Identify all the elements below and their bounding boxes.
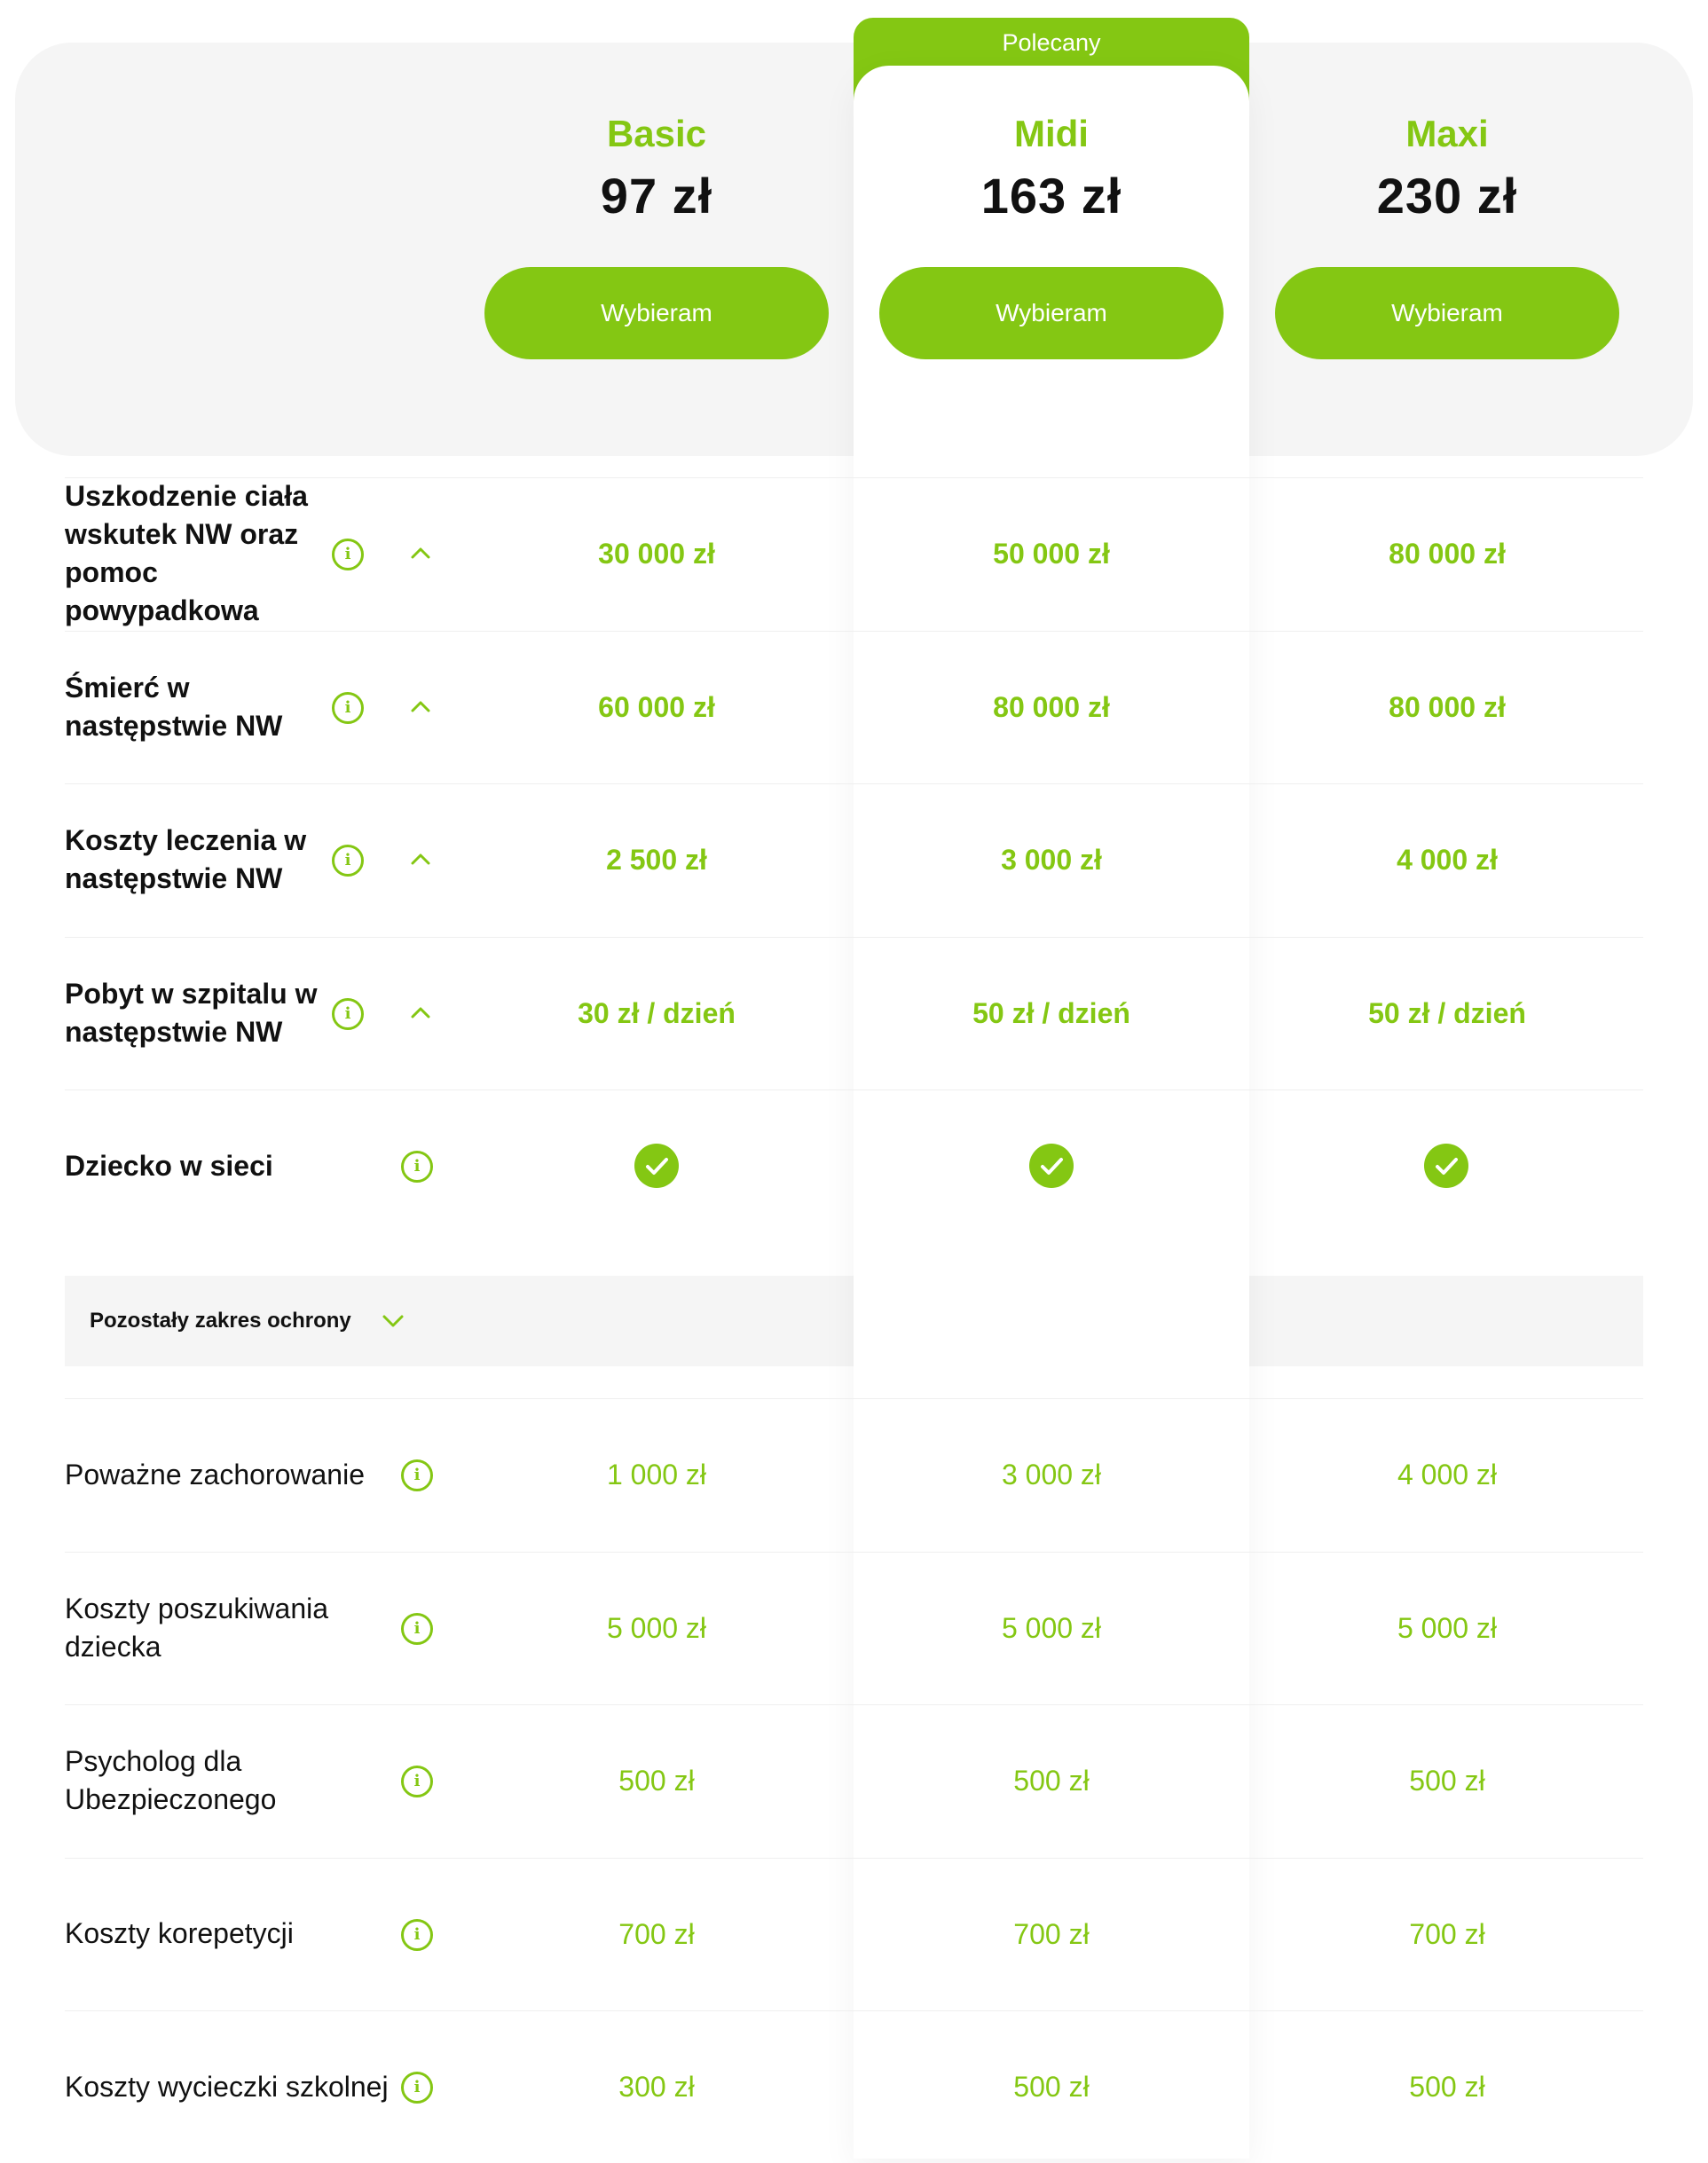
other-coverage-toggle[interactable]: Pozostały zakres ochrony [90, 1309, 351, 1333]
row-psycholog-dla-ubezpieczonego [0, 1704, 1708, 1857]
choose-midi-button[interactable]: Wybieram [879, 267, 1224, 359]
plan-header-maxi [1249, 106, 1645, 231]
check-circle-icon [1424, 1144, 1468, 1188]
coverage-value: 500 zł [1409, 1765, 1485, 1797]
coverage-value: 700 zł [618, 1917, 695, 1950]
choose-basic-button[interactable]: Wybieram [484, 267, 829, 359]
plan-header-basic [459, 106, 854, 231]
coverage-value: 300 zł [618, 2071, 695, 2103]
row-label: Koszty poszukiwania dziecka [65, 1592, 329, 1663]
row-powazne-zachorowanie [0, 1398, 1708, 1551]
row-label: Koszty wycieczki szkolnej [65, 2070, 389, 2103]
coverage-value: 60 000 zł [598, 690, 715, 723]
coverage-value: 4 000 zł [1397, 844, 1498, 876]
info-icon[interactable]: i [401, 2072, 433, 2104]
info-icon[interactable]: i [401, 1613, 433, 1645]
row-label: Psycholog dla Ubezpieczonego [65, 1745, 277, 1815]
coverage-value: 700 zł [1409, 1917, 1485, 1950]
chevron-up-icon[interactable] [407, 846, 434, 872]
row-label: Dziecko w sieci [65, 1149, 273, 1182]
choose-maxi-button[interactable]: Wybieram [1275, 267, 1619, 359]
row-koszty-leczenia-w-nastepstwie-nw [0, 783, 1708, 936]
plan-price: 230 zł [1376, 168, 1518, 224]
row-pobyt-w-szpitalu-w-nastepstwie-nw [0, 937, 1708, 1089]
coverage-value: 4 000 zł [1397, 1459, 1498, 1491]
info-icon[interactable]: i [401, 1766, 433, 1797]
coverage-value: 80 000 zł [993, 690, 1110, 723]
plan-name: Basic [606, 113, 707, 154]
plan-name: Midi [1014, 113, 1089, 154]
coverage-value: 30 zł / dzień [578, 996, 736, 1029]
row-koszty-korepetycji [0, 1858, 1708, 2010]
check-circle-icon [1029, 1144, 1074, 1188]
row-koszty-poszukiwania-dziecka [0, 1552, 1708, 1704]
coverage-value: 700 zł [1013, 1917, 1090, 1950]
row-dziecko-w-sieci [0, 1089, 1708, 1242]
coverage-value: 50 000 zł [993, 538, 1110, 570]
chevron-up-icon[interactable] [407, 539, 434, 566]
coverage-value: 3 000 zł [1001, 1459, 1102, 1491]
coverage-value: 500 zł [618, 1765, 695, 1797]
row-label: Koszty leczenia w następstwie NW [65, 824, 307, 894]
coverage-value: 5 000 zł [1397, 1611, 1498, 1644]
row-uszkodzenie-ciala-wskutek-nw-oraz-pomoc-powypadkowa [0, 477, 1708, 630]
info-icon[interactable]: i [332, 845, 364, 877]
chevron-up-icon[interactable] [407, 999, 434, 1026]
plan-price: 97 zł [600, 168, 713, 224]
coverage-value: 2 500 zł [606, 844, 707, 876]
plan-name: Maxi [1405, 113, 1489, 154]
coverage-value: 500 zł [1409, 2071, 1485, 2103]
info-icon[interactable]: i [332, 692, 364, 724]
info-icon[interactable]: i [401, 1459, 433, 1491]
row-smierc-w-nastepstwie-nw [0, 631, 1708, 783]
row-label: Koszty korepetycji [65, 1917, 294, 1949]
info-icon[interactable]: i [332, 998, 364, 1030]
plan-header-midi [854, 106, 1249, 231]
info-icon[interactable]: i [401, 1919, 433, 1951]
info-icon[interactable]: i [401, 1151, 433, 1183]
coverage-value: 50 zł / dzień [1368, 996, 1526, 1029]
coverage-value: 500 zł [1013, 1765, 1090, 1797]
coverage-value: 80 000 zł [1389, 538, 1506, 570]
row-label: Pobyt w szpitalu w następstwie NW [65, 977, 318, 1048]
coverage-value: 80 000 zł [1389, 690, 1506, 723]
coverage-value: 30 000 zł [598, 538, 715, 570]
row-koszty-wycieczki-szkolnej [0, 2010, 1708, 2163]
coverage-value: 5 000 zł [606, 1611, 707, 1644]
check-circle-icon [634, 1144, 679, 1188]
coverage-value: 5 000 zł [1001, 1611, 1102, 1644]
coverage-value: 500 zł [1013, 2071, 1090, 2103]
coverage-value: 3 000 zł [1001, 844, 1102, 876]
row-label: Śmierć w następstwie NW [65, 671, 283, 742]
coverage-value: 50 zł / dzień [972, 996, 1130, 1029]
recommended-badge: Polecany [854, 18, 1249, 106]
coverage-value: 1 000 zł [606, 1459, 707, 1491]
plan-price: 163 zł [980, 168, 1122, 224]
chevron-up-icon[interactable] [407, 693, 434, 720]
info-icon[interactable]: i [332, 539, 364, 570]
chevron-down-icon[interactable] [380, 1308, 406, 1334]
row-label: Poważne zachorowanie [65, 1458, 365, 1491]
row-label: Uszkodzenie ciała wskutek NW oraz pomoc powypadkowa [65, 480, 308, 626]
